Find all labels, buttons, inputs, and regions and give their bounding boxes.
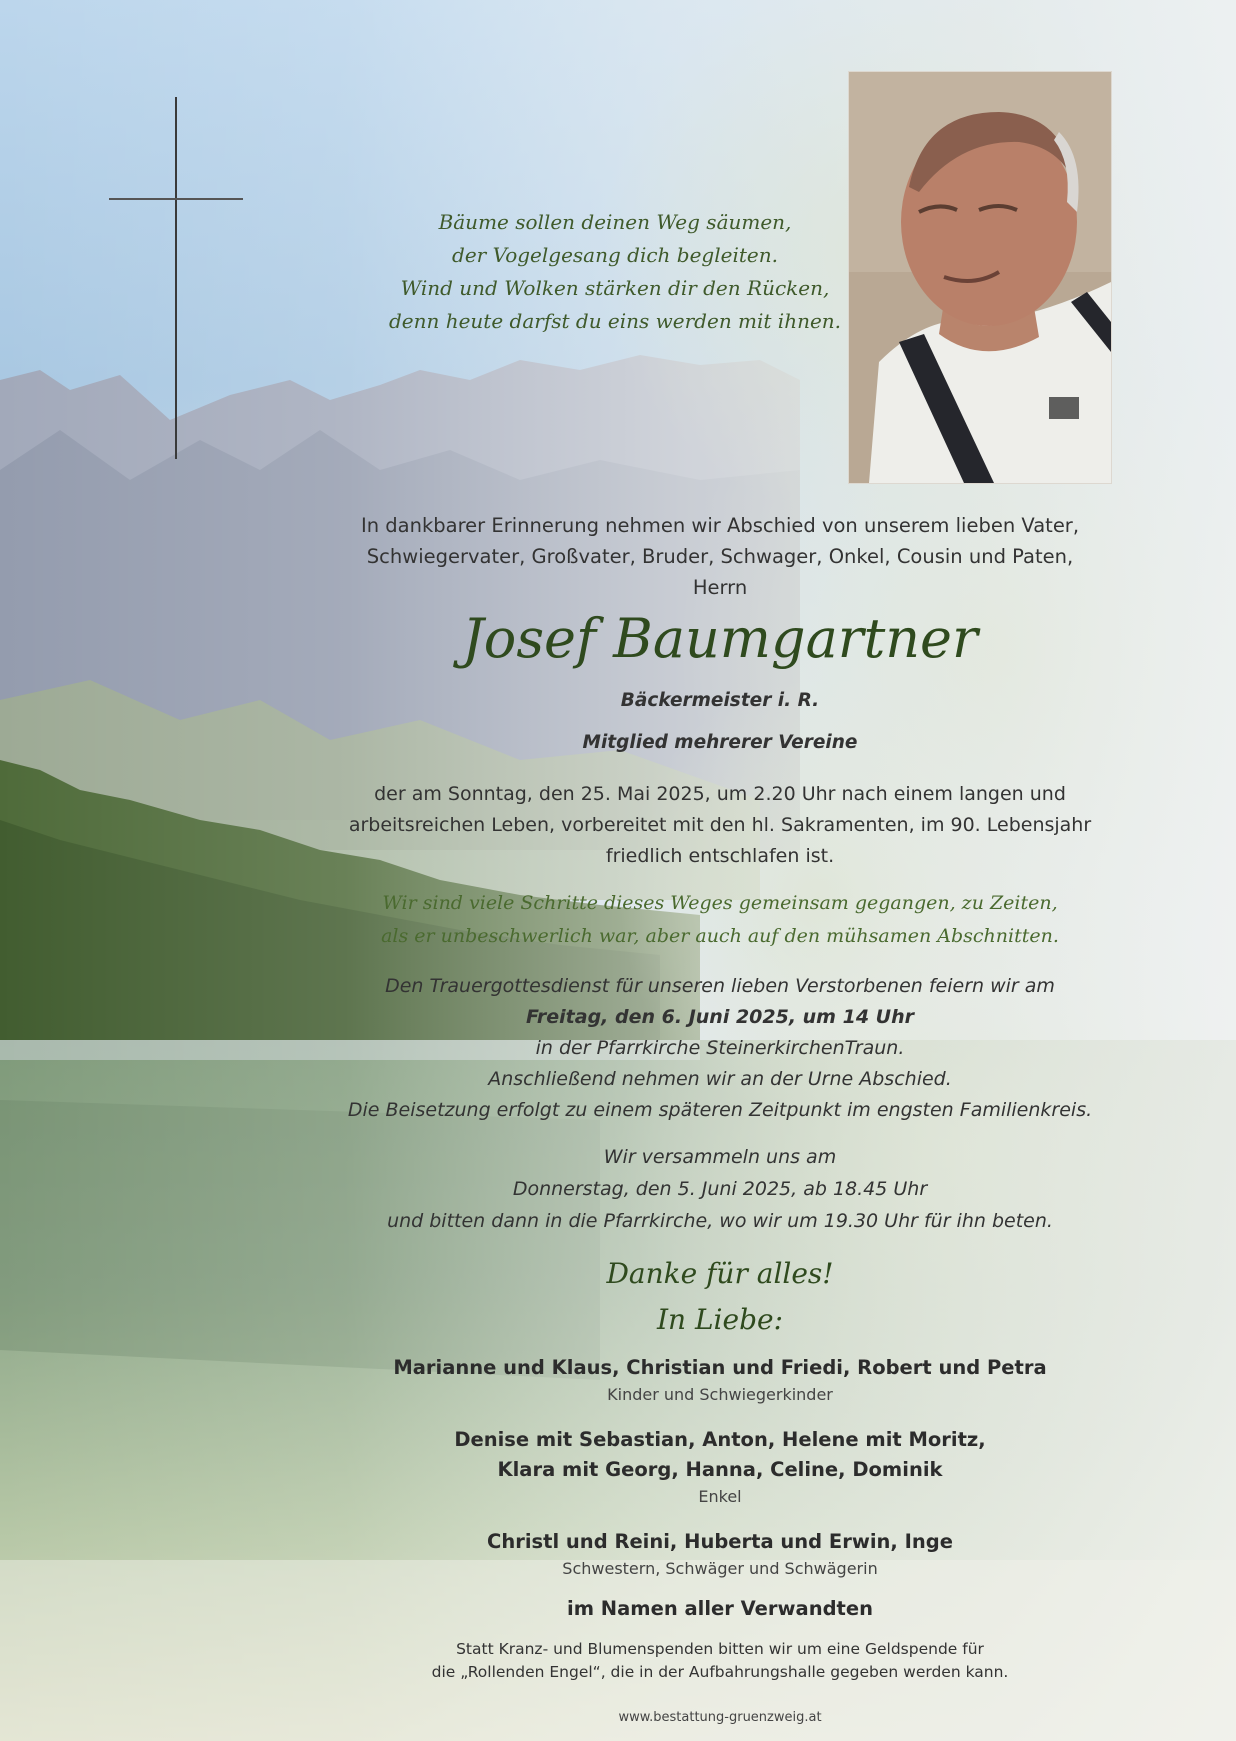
verse-line: denn heute darfst du eins werden mit ihnen.	[388, 309, 842, 333]
funeral-service-info	[300, 971, 1140, 1126]
memorial-cross-horizontal	[109, 198, 243, 200]
service-burial: Die Beisetzung erfolgt zu einem späteren Zeitpunkt im engsten Familienkreis.	[347, 1099, 1093, 1121]
on-behalf-of-relatives: im Namen aller Verwandten	[567, 1597, 873, 1620]
family-relation: Kinder und Schwiegerkinder	[607, 1385, 833, 1404]
verse-line: Bäume sollen deinen Weg säumen,	[438, 210, 792, 234]
family-names: Christl und Reini, Huberta und Erwin, Inge	[487, 1530, 953, 1553]
donation-note	[300, 1638, 1140, 1684]
portrait-illustration	[849, 72, 1111, 483]
family-names: Marianne und Klaus, Christian und Friedi, Robert und Petra	[393, 1356, 1047, 1379]
family-group-siblings	[300, 1527, 1140, 1581]
gather-line: und bitten dann in die Pfarrkirche, wo wir um 19.30 Uhr für ihn beten.	[387, 1210, 1053, 1232]
in-love-heading: In Liebe:	[656, 1303, 784, 1336]
deceased-title: Bäckermeister i. R.	[620, 690, 820, 711]
intro-text	[300, 510, 1140, 603]
memorial-cross-vertical	[175, 97, 177, 459]
funeral-home-website[interactable]: www.bestattung-gruenzweig.at	[618, 1710, 822, 1725]
quote-line: Wir sind viele Schritte dieses Weges gemeinsam gegangen, zu Zeiten,	[382, 892, 1058, 914]
gather-line: Donnerstag, den 5. Juni 2025, ab 18.45 Uhr	[512, 1178, 928, 1200]
portrait-photo	[848, 71, 1112, 484]
verse-line: der Vogelgesang dich begleiten.	[452, 243, 778, 267]
death-announcement	[300, 779, 1140, 872]
service-intro: Den Trauergottesdienst für unseren lieben Verstorbenen feiern wir am	[385, 975, 1055, 997]
intro-line: Schwiegervater, Großvater, Bruder, Schwager, Onkel, Cousin und Paten,	[366, 545, 1074, 568]
verse-line: Wind und Wolken stärken dir den Rücken,	[400, 276, 830, 300]
service-location: in der Pfarrkirche SteinerkirchenTraun.	[535, 1037, 905, 1059]
opening-verse	[300, 206, 930, 338]
death-line: friedlich entschlafen ist.	[605, 845, 835, 867]
family-names: Denise mit Sebastian, Anton, Helene mit Moritz,	[454, 1428, 986, 1451]
family-names: Klara mit Georg, Hanna, Celine, Dominik	[497, 1458, 943, 1481]
death-line: der am Sonntag, den 25. Mai 2025, um 2.20 Uhr nach einem langen und	[374, 783, 1066, 805]
family-group-grandchildren	[300, 1425, 1140, 1509]
deceased-membership: Mitglied mehrerer Vereine	[582, 732, 858, 753]
service-urn: Anschließend nehmen wir an der Urne Abschied.	[488, 1068, 952, 1090]
family-relation: Schwestern, Schwäger und Schwägerin	[562, 1559, 878, 1578]
donation-line: die „Rollenden Engel“, die in der Aufbahrungshalle gegeben werden kann.	[431, 1663, 1009, 1681]
family-relation: Enkel	[698, 1487, 742, 1506]
intro-line: In dankbarer Erinnerung nehmen wir Abschied von unserem lieben Vater,	[360, 514, 1080, 537]
intro-line: Herrn	[692, 576, 748, 599]
deceased-name: Josef Baumgartner	[462, 607, 978, 670]
memorial-quote	[300, 887, 1140, 953]
family-group-children	[300, 1353, 1140, 1407]
thanks-heading: Danke für alles!	[606, 1257, 834, 1290]
quote-line: als er unbeschwerlich war, aber auch auf den mühsamen Abschnitten.	[381, 925, 1059, 947]
prayer-gathering	[300, 1141, 1140, 1237]
death-line: arbeitsreichen Leben, vorbereitet mit den hl. Sakramenten, im 90. Lebensjahr	[348, 814, 1092, 836]
service-date: Freitag, den 6. Juni 2025, um 14 Uhr	[526, 1006, 914, 1028]
gather-line: Wir versammeln uns am	[603, 1146, 837, 1168]
donation-line: Statt Kranz- und Blumenspenden bitten wir um eine Geldspende für	[456, 1640, 984, 1658]
